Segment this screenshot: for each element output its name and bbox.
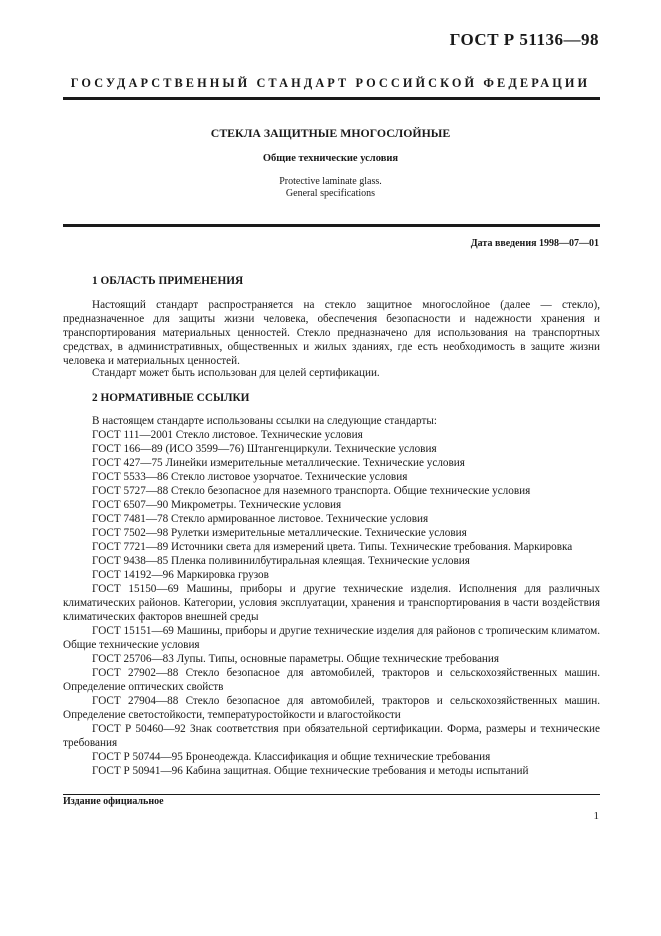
reference-item: ГОСТ 27902—88 Стекло безопасное для автомобилей, тракторов и сельскохозяйственных машин. Определение оптических свойств	[63, 667, 600, 693]
reference-item: ГОСТ 25706—83 Лупы. Типы, основные параметры. Общие технические требования	[92, 653, 500, 665]
reference-item: ГОСТ Р 50941—96 Кабина защитная. Общие технические требования и методы испытаний	[92, 765, 529, 777]
top-rule	[63, 97, 600, 100]
reference-item: ГОСТ 111—2001 Стекло листовое. Технические условия	[92, 429, 363, 441]
reference-item: ГОСТ Р 50744—95 Бронеодежда. Классификация и общие технические требования	[92, 751, 491, 763]
reference-item: ГОСТ 7481—78 Стекло армированное листовое. Технические условия	[92, 513, 429, 525]
bottom-rule	[63, 794, 600, 795]
reference-item: ГОСТ 7502—98 Рулетки измерительные металлические. Технические условия	[92, 527, 467, 539]
reference-item: ГОСТ 166—89 (ИСО 3599—76) Штангенциркули. Технические условия	[92, 443, 437, 455]
reference-item: ГОСТ 7721—89 Источники света для измерений цвета. Типы. Технические требования. Маркировка	[92, 541, 573, 553]
section-2-heading: 2 НОРМАТИВНЫЕ ССЫЛКИ	[92, 392, 250, 404]
references-list	[63, 428, 600, 778]
middle-rule	[63, 224, 600, 227]
references-intro: В настоящем стандарте использованы ссылки на следующие стандарты:	[92, 415, 437, 427]
reference-item: ГОСТ 5533—86 Стекло листовое узорчатое. Технические условия	[92, 471, 408, 483]
reference-item: ГОСТ 15151—69 Машины, приборы и другие технические изделия для районов с тропическим климатом. Общие технические условия	[63, 625, 600, 651]
english-title	[0, 176, 661, 199]
reference-item: ГОСТ 15150—69 Машины, приборы и другие технические изделия. Исполнения для различных климатических районов. Категории, условия эксплуатации, хранения и транспортирования в части воздействия климатических факторов внешней среды	[63, 583, 600, 623]
english-title-line-2: General specifications	[285, 187, 376, 199]
reference-item: ГОСТ 14192—96 Маркировка грузов	[92, 569, 269, 581]
state-standard-heading: ГОСУДАРСТВЕННЫЙ СТАНДАРТ РОССИЙСКОЙ ФЕДЕРАЦИИ	[70, 76, 591, 90]
reference-item: ГОСТ 9438—85 Пленка поливинилбутиральная клеящая. Технические условия	[92, 555, 470, 567]
reference-item: ГОСТ 6507—90 Микрометры. Технические условия	[92, 499, 342, 511]
edition-label: Издание официальное	[63, 796, 164, 807]
section-1-paragraph-1: Настоящий стандарт распространяется на стекло защитное многослойное (далее — стекло), предназначенное для защиты жизни человека, обеспечения безопасности и надежности хранения и транспортирования материальных ценностей. Стекло предназначено для использования на транспортных средствах, в административных, общественных и жилых зданиях, где есть необходимость в защите жизни человека и материальных ценностей.	[63, 299, 600, 367]
english-title-line-1: Protective laminate glass.	[279, 176, 382, 187]
document-title: СТЕКЛА ЗАЩИТНЫЕ МНОГОСЛОЙНЫЕ	[210, 126, 451, 140]
reference-item: ГОСТ 427—75 Линейки измерительные металлические. Технические условия	[92, 457, 465, 469]
section-1-heading: 1 ОБЛАСТЬ ПРИМЕНЕНИЯ	[92, 275, 244, 287]
page-number: 1	[593, 810, 599, 822]
reference-item: ГОСТ 5727—88 Стекло безопасное для наземного транспорта. Общие технические условия	[92, 485, 531, 497]
reference-item: ГОСТ 27904—88 Стекло безопасное для автомобилей, тракторов и сельскохозяйственных машин. Определение светостойкости, температуростойкости и влагостойкости	[63, 695, 600, 721]
introduction-date: Дата введения 1998—07—01	[470, 238, 599, 249]
document-subtitle: Общие технические условия	[262, 153, 399, 164]
reference-item: ГОСТ Р 50460—92 Знак соответствия при обязательной сертификации. Форма, размеры и технические требования	[63, 723, 600, 749]
gost-number: ГОСТ Р 51136—98	[449, 30, 599, 49]
section-1-paragraph-2: Стандарт может быть использован для целей сертификации.	[92, 367, 380, 379]
